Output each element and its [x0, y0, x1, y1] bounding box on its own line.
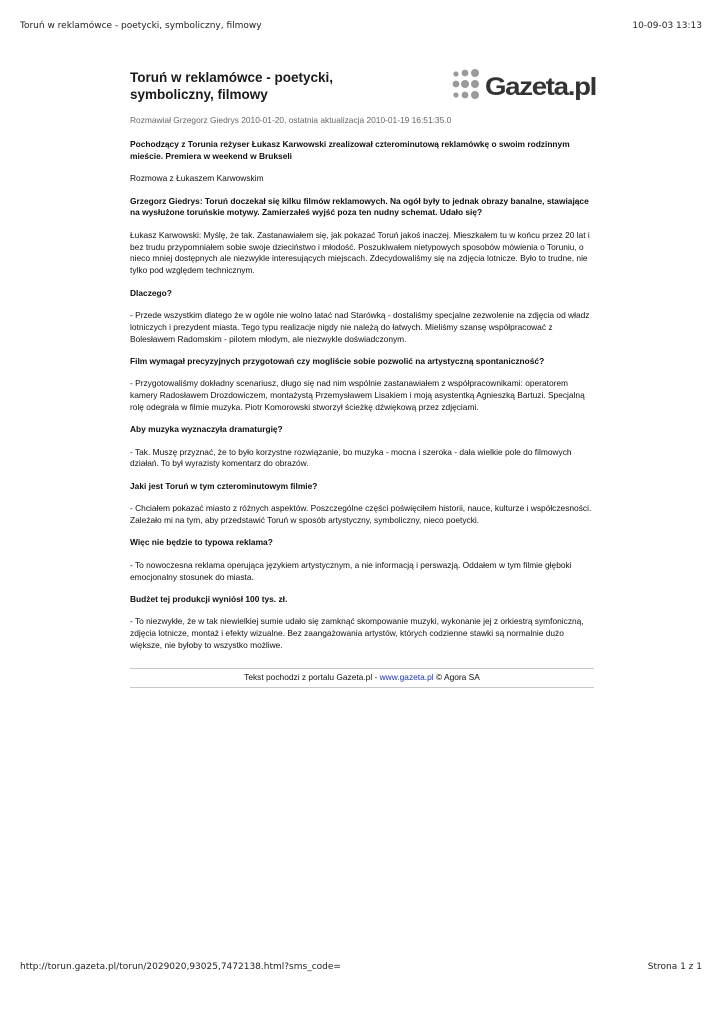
article-title: [130, 69, 430, 103]
print-footer: [20, 962, 702, 972]
question-paragraph: Aby muzyka wyznaczyła dramaturgię?: [130, 424, 283, 435]
print-footer-url: http://torun.gazeta.pl/torun/2029020,93025,7472138.html?sms_code=: [20, 962, 341, 972]
gazeta-logo-mark: [451, 68, 596, 102]
question-paragraph: Jaki jest Toruń w tym czterominutowym filmie?: [130, 480, 318, 491]
answer-paragraph: - Przygotowaliśmy dokładny scenariusz, długo się nad nim wspólnie zastanawiałem z współpracownikami: operatorem kamery Radosławem Drozdowiczem, montażystą Przemysławem Lisakiem i moją asystentką Agnieszką Bartuzi. Specjalną rolę odegrała w filmie muzyka. Piotr Komorowski stworzył ścieżkę dźwiękową przez zdjęciami.: [130, 378, 585, 412]
question-paragraph: Film wymagał precyzyjnych przygotowań czy mogliście sobie pozwolić na artystyczną spontaniczność?: [130, 355, 545, 366]
print-footer-page: Strona 1 z 1: [647, 962, 702, 972]
question-paragraph: Więc nie będzie to typowa reklama?: [130, 537, 273, 548]
source-suffix: © Agora SA: [433, 671, 480, 682]
byline: Rozmawiał Grzegorz Giedrys 2010-01-20, ostatnia aktualizacja 2010-01-19 16:51:35.0: [130, 115, 452, 125]
article-lead: Pochodzący z Torunia reżyser Łukasz Karwowski zrealizował czterominutową reklamówkę o swoim rodzinnym mieście. Premiera w weekend w Brukseli: [130, 139, 570, 161]
logo-dots-icon: [453, 69, 479, 99]
question-paragraph: Grzegorz Giedrys: Toruń doczekał się kilku filmów reklamowych. Na ogół były to jednak obrazy banalne, stawiające na wysłużone toruńskie motywy. Zamierzałeś wyjść poza ten nudny schemat. Udało się?: [130, 195, 589, 218]
answer-paragraph: Łukasz Karwowski: Myślę, że tak. Zastanawiałem się, jak pokazać Toruń jakoś inaczej. Mieszkałem tu w końcu przez 20 lat i bez trudu przypomniałem sobie swoje dzieciństwo i młodość. Poszukiwałem nietypowych sposobów mówienia o Toruniu, o nieco mniej dostępnych ale niezwykle interesujących miejscach. Zdecydowaliśmy się na zdjęcia lotnicze. Było to trudne, nie tylko pod względem technicznym.: [130, 229, 590, 276]
print-header-datetime: 10-09-03 13:13: [632, 21, 702, 31]
article-body: [130, 196, 594, 652]
answer-paragraph: - To niezwykłe, że w tak niewielkiej sumie udało się zamknąć skompowanie muzyki, wykonanie jej z orkiestrą symfoniczną, zdjęcia lotnicze, montaż i efekty wizualne. Bez zaangażowania artystów, których codzienne stawki są normalnie dużo większe, nie byłoby to wszystko możliwe.: [130, 616, 584, 651]
source-footer: [130, 668, 594, 688]
gazeta-link[interactable]: www.gazeta.pl: [379, 671, 434, 682]
article-header: [130, 66, 594, 114]
print-header: [20, 21, 702, 31]
answer-paragraph: - To nowoczesna reklama operująca językiem artystycznym, a nie informacją i perswazją. Oddałem w tym filmie głęboki emocjonalny stosunek do miasta.: [130, 559, 572, 582]
print-header-title: Toruń w reklamówce - poetycki, symboliczny, filmowy: [20, 21, 262, 31]
article-title-line1: Toruń w reklamówce - poetycki,: [130, 70, 334, 85]
question-paragraph: Budżet tej produkcji wyniósł 100 tys. zł.: [130, 594, 288, 605]
article: [130, 66, 594, 688]
answer-paragraph: - Przede wszystkim dlatego że w ogóle nie wolno latać nad Starówką - dostaliśmy specjalne zezwolenie na zdjęcia od władz lotniczych i prezydent miasta. Tego typu realizacje nigdy nie należą do łatwych. Mieliśmy szansę współpracować z Bolesławem Radomskim - pilotem młodym, ale niezwykle doświadczonym.: [130, 309, 590, 344]
answer-paragraph: - Tak. Muszę przyznać, że to było korzystne rozwiązanie, bo muzyka - mocna i szeroka - dała wielkie pole do filmowych działań. To był wyrazisty komentarz do obrazów.: [130, 446, 572, 469]
source-prefix: Tekst pochodzi z portalu Gazeta.pl -: [244, 671, 380, 682]
logo-text: Gazeta.pl: [485, 73, 596, 101]
article-intro: Rozmowa z Łukaszem Karwowskim: [130, 173, 264, 184]
question-paragraph: Dlaczego?: [130, 287, 172, 298]
answer-paragraph: - Chciałem pokazać miasto z różnych aspektów. Poszczególne części poświęciłem historii, nauce, kulturze i współczesności. Zależało mi na tym, aby przedstawić Toruń w sposób artystyczny, symboliczny, nieco poetycki.: [130, 503, 592, 526]
gazeta-logo: [451, 68, 596, 102]
article-title-line2: symboliczny, filmowy: [130, 87, 268, 102]
